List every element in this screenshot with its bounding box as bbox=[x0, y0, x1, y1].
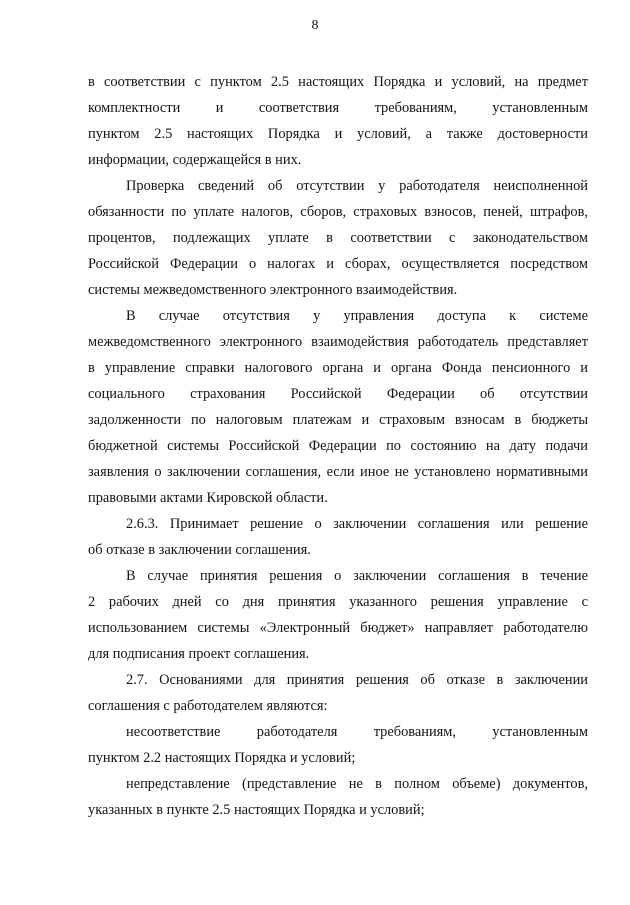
paragraph-list bbox=[88, 69, 588, 823]
text-line: соглашения с работодателем являются: bbox=[88, 698, 328, 714]
text-line: Проверка сведений об отсутствии у работодателя неисполненной bbox=[126, 178, 588, 194]
page-number: 8 bbox=[311, 18, 319, 33]
text-line: использованием системы «Электронный бюджет» направляет работодателю bbox=[88, 620, 588, 636]
text-line: В случае принятия решения о заключении соглашения в течение bbox=[126, 568, 588, 584]
document-body bbox=[88, 69, 588, 823]
text-line: об отказе в заключении соглашения. bbox=[88, 542, 311, 558]
text-line: межведомственного электронного взаимодействия работодатель представляет bbox=[88, 334, 588, 350]
text-line: В случае отсутствия у управления доступа к системе bbox=[126, 308, 588, 324]
text-line: 2.6.3. Принимает решение о заключении соглашения или решение bbox=[126, 516, 588, 532]
text-line: бюджетной системы Российской Федерации по состоянию на дату подачи bbox=[88, 438, 588, 454]
text-line: информации, содержащейся в них. bbox=[88, 152, 302, 168]
text-line: пунктом 2.5 настоящих Порядка и условий, а также достоверности bbox=[88, 126, 588, 142]
text-line: пунктом 2.2 настоящих Порядка и условий; bbox=[88, 750, 356, 766]
text-line: системы межведомственного электронного взаимодействия. bbox=[88, 282, 458, 298]
text-line: указанных в пункте 2.5 настоящих Порядка и условий; bbox=[88, 802, 425, 818]
text-line: социального страхования Российской Федерации об отсутствии bbox=[88, 386, 588, 402]
text-line: комплектности и соответствия требованиям, установленным bbox=[88, 100, 588, 116]
text-line: в соответствии с пунктом 2.5 настоящих Порядка и условий, на предмет bbox=[88, 74, 588, 90]
text-line: 2.7. Основаниями для принятия решения об отказе в заключении bbox=[126, 672, 588, 688]
text-line: процентов, подлежащих уплате в соответствии с законодательством bbox=[88, 230, 588, 246]
text-line: Российской Федерации о налогах и сборах, осуществляется посредством bbox=[88, 256, 588, 272]
text-line: задолженности по налоговым платежам и страховым взносам в бюджеты bbox=[88, 412, 588, 428]
text-line: непредставление (представление не в полном объеме) документов, bbox=[126, 776, 588, 792]
text-line: несоответствие работодателя требованиям, установленным bbox=[126, 724, 588, 740]
text-line: правовыми актами Кировской области. bbox=[88, 490, 328, 506]
text-line: обязанности по уплате налогов, сборов, страховых взносов, пеней, штрафов, bbox=[88, 204, 588, 220]
text-line: 2 рабочих дней со дня принятия указанного решения управление с bbox=[88, 594, 588, 610]
text-line: для подписания проект соглашения. bbox=[88, 646, 310, 662]
text-line: в управление справки налогового органа и органа Фонда пенсионного и bbox=[88, 360, 588, 376]
text-line: заявления о заключении соглашения, если иное не установлено нормативными bbox=[88, 464, 588, 480]
